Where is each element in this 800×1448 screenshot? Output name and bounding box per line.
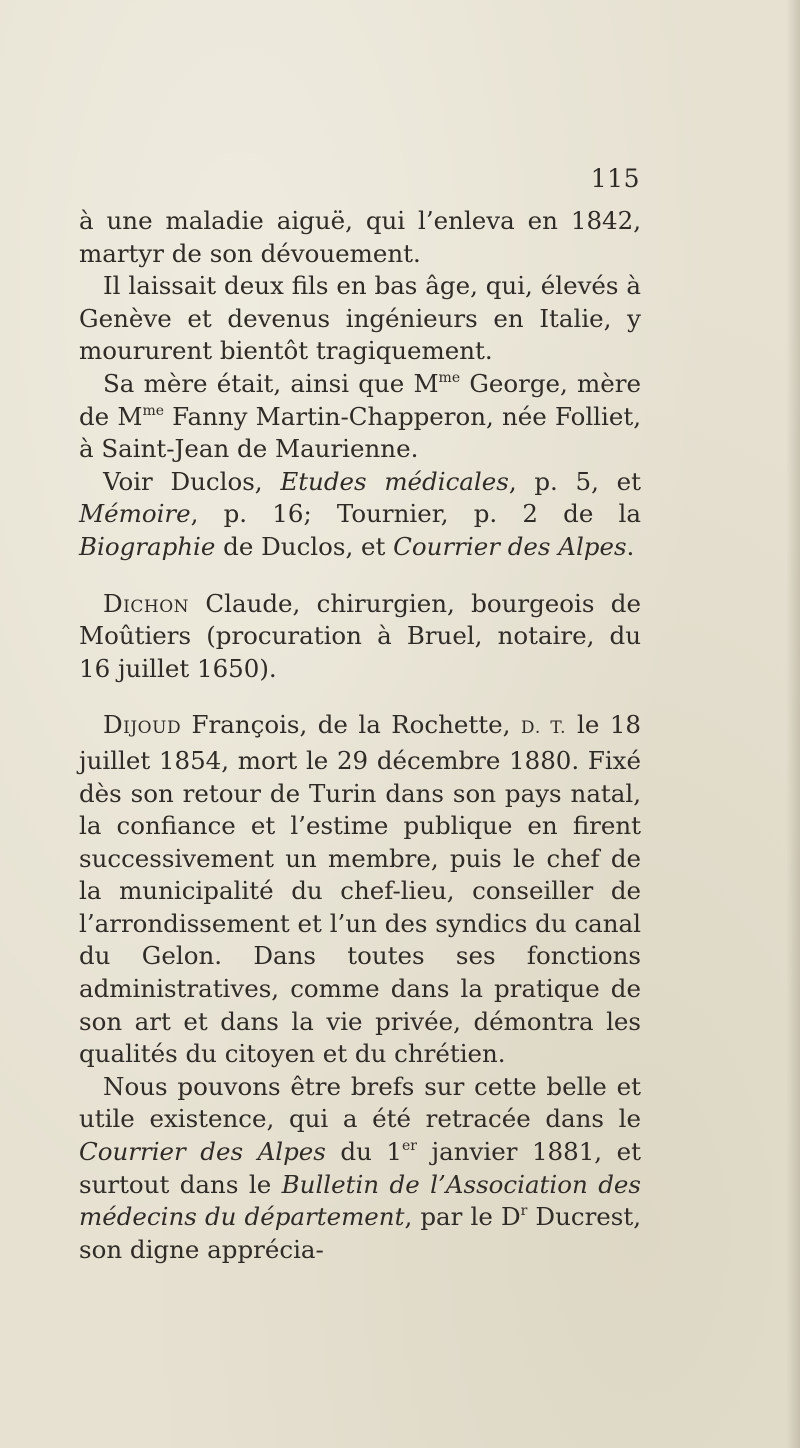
paragraph-existence bbox=[79, 1071, 641, 1267]
superscript: er bbox=[402, 1138, 417, 1155]
entry-name: Dijoud bbox=[103, 710, 182, 740]
text-run: Fanny Martin-Chapperon, née Folliet, à Saint-Jean de Maurienne. bbox=[79, 401, 641, 464]
title-memoire: Mémoire bbox=[79, 499, 191, 529]
text-run: Nous pouvons être brefs sur cette belle et utile existence, qui a été retracée dans le bbox=[79, 1071, 641, 1134]
title-courrier-des-alpes: Courrier des Alpes bbox=[79, 1137, 326, 1167]
title-bulletin: Bulletin de l’Association des médecins du département bbox=[79, 1169, 641, 1232]
text-run: Sa mère était, ainsi que M bbox=[103, 368, 439, 398]
text-run: . bbox=[626, 531, 635, 561]
superscript: me bbox=[438, 369, 461, 386]
page-edge-shadow bbox=[786, 0, 800, 1448]
title-biographie: Biographie bbox=[79, 531, 216, 561]
text-run: janvier 1881, et surtout dans le bbox=[79, 1137, 641, 1199]
title-courrier-des-alpes: Courrier des Alpes bbox=[393, 531, 627, 561]
entry-name: Dichon bbox=[103, 588, 190, 618]
entry-dijoud bbox=[79, 709, 641, 1071]
text-run: de Duclos, et bbox=[215, 531, 394, 561]
text-run: Ducrest, son digne apprécia- bbox=[79, 1202, 641, 1264]
text-run: , par le D bbox=[404, 1202, 521, 1232]
text-run: , p. 16; Tournier, p. 2 de la bbox=[190, 499, 641, 529]
entry-dichon bbox=[79, 588, 641, 686]
abbreviation: D. T. bbox=[520, 718, 567, 739]
title-etudes-medicales: Etudes médicales bbox=[280, 466, 509, 496]
body-text bbox=[79, 205, 641, 1266]
text-run: Claude, chirurgien, bourgeois de Moûtiers (procuration à Bruel, notaire, du 16 juillet 1650). bbox=[79, 588, 641, 683]
text-run: , p. 5, et bbox=[508, 466, 641, 496]
page-number: 115 bbox=[590, 164, 640, 193]
superscript: me bbox=[142, 402, 164, 419]
superscript: r bbox=[520, 1203, 528, 1220]
paragraph-sons: Il laissait deux fils en bas âge, qui, élevés à Genève et devenus ingénieurs en Italie, y moururent bientôt tragiquement. bbox=[79, 271, 641, 366]
text-run: Voir Duclos, bbox=[103, 466, 281, 496]
paragraph-references bbox=[79, 466, 641, 564]
paragraph-continuation: à une maladie aiguë, qui l’enleva en 1842, martyr de son dévouement. bbox=[79, 206, 641, 268]
text-run: François, de la Rochette, bbox=[181, 710, 521, 740]
text-run: le 18 juillet 1854, mort le 29 décembre 1880. Fixé dès son retour de Turin dans son pays natal, la confiance et l’estime publique en firent successivement un membre, puis le chef de la municipalité du chef-lieu, conseiller de l’arrondissement et l’un des syndics du canal du Gelon. Dans toutes ses fonctions administratives, comme dans la pratique de son art et dans la vie privée, démontra les qualités du citoyen et du chrétien. bbox=[79, 710, 641, 1069]
text-run: George, mère de M bbox=[79, 368, 641, 431]
text-run: du 1 bbox=[325, 1137, 403, 1167]
paragraph-mother bbox=[79, 368, 641, 466]
